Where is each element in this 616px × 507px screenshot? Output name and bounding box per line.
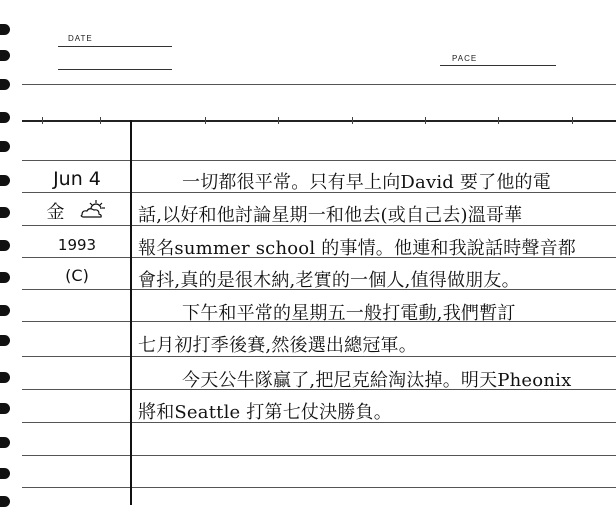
binder-hole bbox=[0, 24, 10, 35]
ruled-line-heavy bbox=[22, 120, 616, 122]
ruler-tick bbox=[352, 117, 353, 124]
ruler-tick bbox=[278, 117, 279, 124]
ruled-line bbox=[22, 487, 616, 488]
ruler-tick bbox=[572, 117, 573, 124]
margin-line bbox=[130, 120, 132, 505]
date-label: DATE bbox=[68, 34, 93, 43]
entry-note: (C) bbox=[65, 266, 89, 285]
binder-hole bbox=[0, 468, 10, 479]
diary-line: 一切都很平常。只有早上向David 要了他的電 bbox=[182, 172, 551, 193]
binder-hole bbox=[0, 240, 10, 251]
ruler-tick bbox=[100, 117, 101, 124]
diary-line: 將和Seattle 打第七仗決勝負。 bbox=[138, 402, 392, 423]
diary-line: 下午和平常的星期五一般打電動,我們暫訂 bbox=[182, 303, 516, 324]
diary-line: 話,以好和他討論星期一和他去(或自己去)溫哥華 bbox=[138, 205, 523, 226]
entry-weekday bbox=[27, 198, 127, 224]
ruler-tick bbox=[498, 117, 499, 124]
entry-date: Jun 4 bbox=[53, 168, 101, 190]
binder-hole bbox=[0, 50, 10, 61]
page-label: PACE bbox=[452, 54, 478, 63]
binder-hole bbox=[0, 372, 10, 383]
ruled-line bbox=[22, 455, 616, 456]
binder-hole bbox=[0, 496, 10, 507]
diary-line: 今天公牛隊贏了,把尼克給淘汰掉。明天Pheonix bbox=[182, 370, 572, 391]
binder-hole bbox=[0, 207, 10, 218]
binder-hole bbox=[0, 335, 10, 346]
binder-hole bbox=[0, 437, 10, 448]
binder-hole bbox=[0, 305, 10, 316]
diary-line: 七月初打季後賽,然後選出總冠軍。 bbox=[138, 335, 417, 356]
ruler-tick bbox=[205, 117, 206, 124]
sun-cloud-icon bbox=[78, 198, 108, 224]
ruled-line bbox=[22, 160, 616, 161]
ruler-tick bbox=[42, 117, 43, 124]
diary-line: 會抖,真的是很木納,老實的一個人,值得做朋友。 bbox=[138, 270, 520, 291]
weekday-char: 金 bbox=[46, 202, 65, 223]
binder-hole bbox=[0, 272, 10, 283]
binder-hole bbox=[0, 79, 10, 90]
diary-line: 報名summer school 的事情。他連和我說話時聲音都 bbox=[138, 238, 577, 259]
ruled-line bbox=[22, 84, 616, 85]
binder-hole bbox=[0, 403, 10, 414]
binder-hole bbox=[0, 112, 10, 123]
binder-hole bbox=[0, 141, 10, 152]
entry-year: 1993 bbox=[57, 236, 97, 254]
date-field-line bbox=[58, 46, 172, 47]
ruler-tick bbox=[425, 117, 426, 124]
binder-hole bbox=[0, 175, 10, 186]
page-field-line bbox=[440, 65, 556, 66]
date-field-line-2 bbox=[58, 69, 172, 70]
